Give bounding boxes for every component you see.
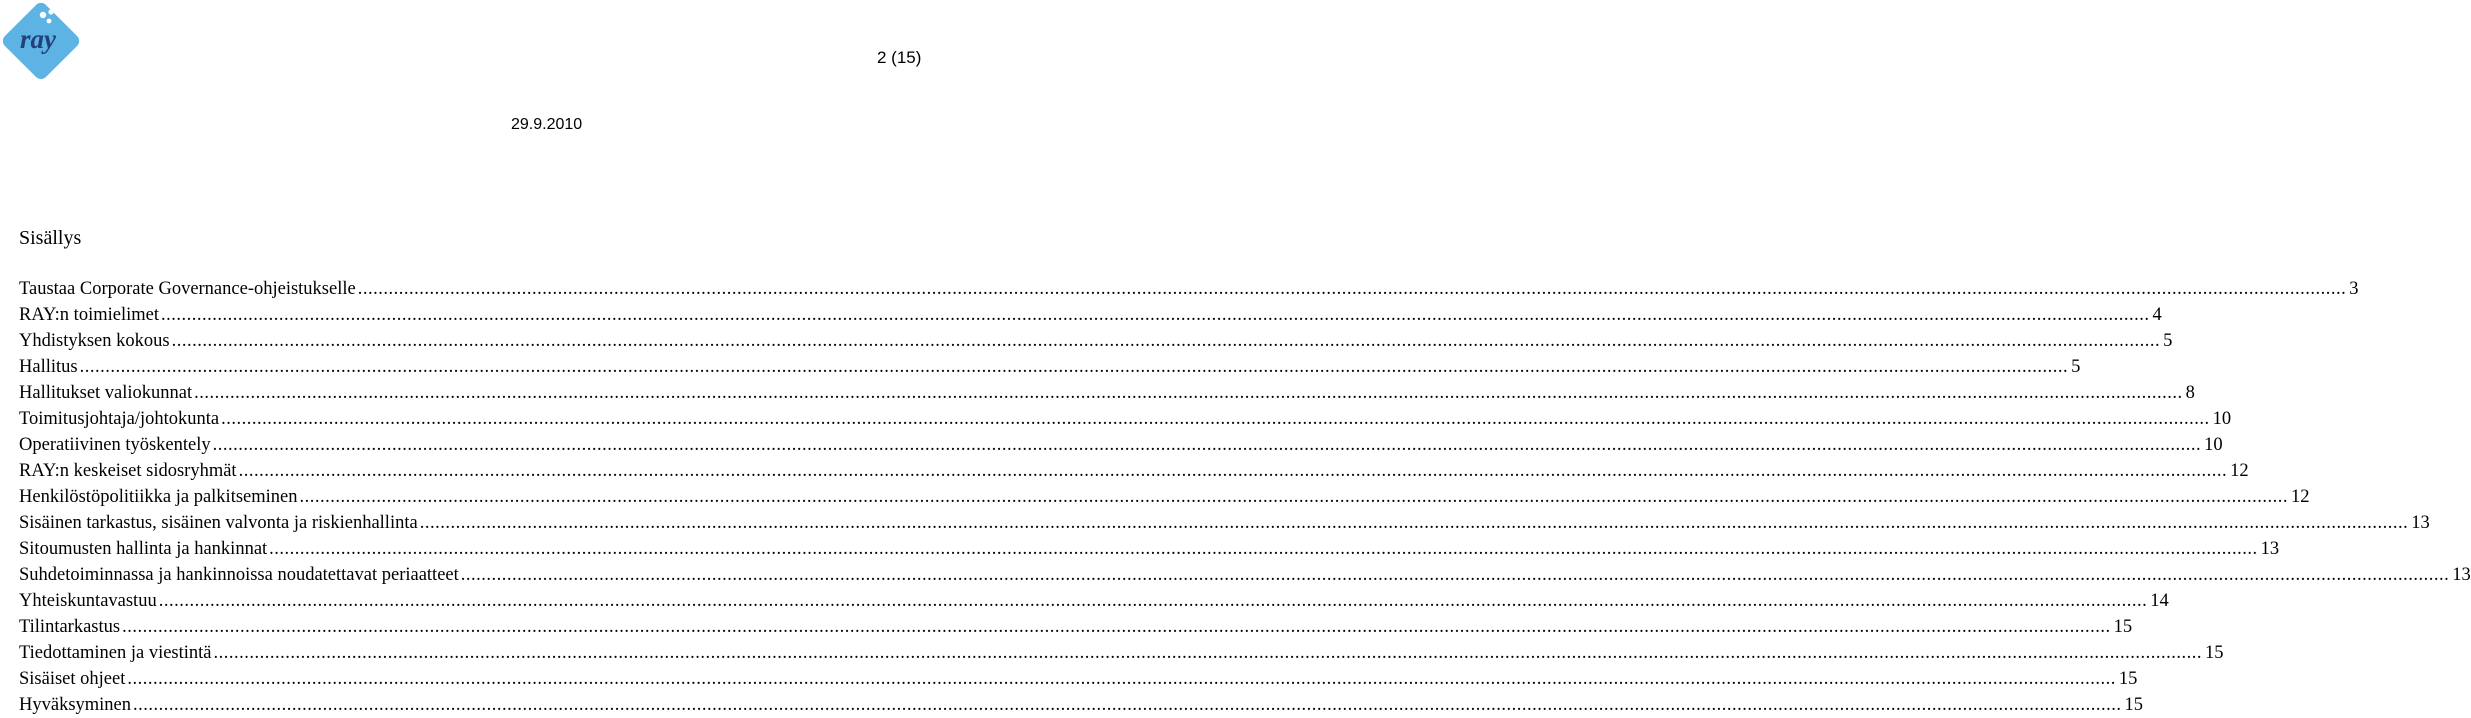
toc-entry-page: 14 [2150, 591, 2169, 611]
toc-dot-leader [221, 406, 2210, 432]
toc-entry-title: Hallitus [19, 357, 78, 377]
toc-dot-leader [358, 276, 2347, 302]
toc-dot-leader [269, 536, 2258, 562]
page-number: 2 (15) [877, 48, 922, 67]
toc-entry-page: 4 [2152, 305, 2162, 325]
toc-dot-leader [194, 380, 2183, 406]
toc-entry-page: 15 [2124, 695, 2144, 715]
toc-entry[interactable] [19, 432, 2223, 458]
toc-entry[interactable] [19, 666, 2138, 692]
toc-dot-leader [161, 302, 2150, 328]
toc-entry-title: Operatiivinen työskentely [19, 435, 211, 455]
toc-entry-page: 15 [2113, 617, 2133, 637]
document-date: 29.9.2010 [511, 116, 583, 133]
toc-entry-page: 10 [2212, 409, 2232, 429]
toc-entry-title: Hyväksyminen [19, 695, 132, 715]
toc-entry-title: Sisäiset ohjeet [19, 669, 126, 689]
toc-entry-title: Taustaa Corporate Governance-ohjeistukselle [19, 279, 356, 299]
toc-entry-page: 3 [2349, 279, 2359, 299]
toc-entry-page: 15 [2205, 643, 2224, 663]
toc-entry[interactable] [19, 354, 2081, 380]
toc-entry[interactable] [19, 276, 2359, 302]
toc-dot-leader [213, 432, 2202, 458]
toc-entry[interactable] [19, 640, 2224, 666]
toc-entry[interactable] [19, 614, 2133, 640]
toc-entry-page: 12 [2291, 487, 2310, 507]
toc-entry-title: Toimitusjohtaja/johtokunta [19, 409, 220, 429]
toc-entry[interactable] [19, 536, 2280, 562]
toc-entry-title: Sitoumusten hallinta ja hankinnat [19, 539, 268, 559]
toc-dot-leader [122, 614, 2111, 640]
toc-dot-leader [239, 458, 2228, 484]
toc-entry-title: Suhdetoiminnassa ja hankinnoissa noudatettavat periaatteet [19, 565, 459, 585]
table-of-contents [19, 276, 2471, 718]
toc-entry-page: 13 [2260, 539, 2280, 559]
toc-dot-leader [127, 666, 2116, 692]
toc-entry-title: Hallitukset valiokunnat [19, 383, 193, 403]
toc-entry-title: RAY:n keskeiset sidosryhmät [19, 461, 237, 481]
toc-entry[interactable] [19, 458, 2249, 484]
toc-entry-page: 13 [2411, 513, 2430, 533]
toc-entry-title: Tilintarkastus [19, 617, 121, 637]
toc-dot-leader [159, 588, 2148, 614]
toc-entry-page: 13 [2452, 565, 2471, 585]
toc-entry-page: 15 [2118, 669, 2138, 689]
toc-entry[interactable] [19, 302, 2162, 328]
toc-entry[interactable] [19, 328, 2173, 354]
toc-entry-title: Tiedottaminen ja viestintä [19, 643, 212, 663]
logo-text: ray [20, 24, 56, 54]
toc-entry[interactable] [19, 588, 2169, 614]
toc-heading: Sisällys [19, 227, 82, 249]
toc-entry-title: Yhdistyksen kokous [19, 331, 170, 351]
toc-entry-title: RAY:n toimielimet [19, 305, 159, 325]
toc-dot-leader [80, 354, 2069, 380]
toc-entry-title: Henkilöstöpolitiikka ja palkitseminen [19, 487, 298, 507]
toc-entry[interactable] [19, 562, 2471, 588]
toc-dot-leader [133, 692, 2122, 718]
toc-entry-page: 8 [2185, 383, 2195, 403]
ray-logo-graphic [0, 0, 82, 82]
ray-logo [0, 0, 82, 82]
toc-entry[interactable] [19, 406, 2232, 432]
toc-entry[interactable] [19, 484, 2310, 510]
toc-entry[interactable] [19, 380, 2195, 406]
toc-entry-title: Sisäinen tarkastus, sisäinen valvonta ja riskienhallinta [19, 513, 418, 533]
toc-entry-page: 5 [2163, 331, 2173, 351]
toc-entry-title: Yhteiskuntavastuu [19, 591, 157, 611]
toc-dot-leader [214, 640, 2203, 666]
toc-dot-leader [300, 484, 2289, 510]
toc-entry-page: 12 [2230, 461, 2249, 481]
toc-entry-page: 10 [2204, 435, 2223, 455]
toc-entry-page: 5 [2071, 357, 2081, 377]
toc-entry[interactable] [19, 692, 2144, 718]
toc-entry[interactable] [19, 510, 2430, 536]
toc-dot-leader [461, 562, 2450, 588]
toc-dot-leader [420, 510, 2409, 536]
toc-dot-leader [172, 328, 2161, 354]
